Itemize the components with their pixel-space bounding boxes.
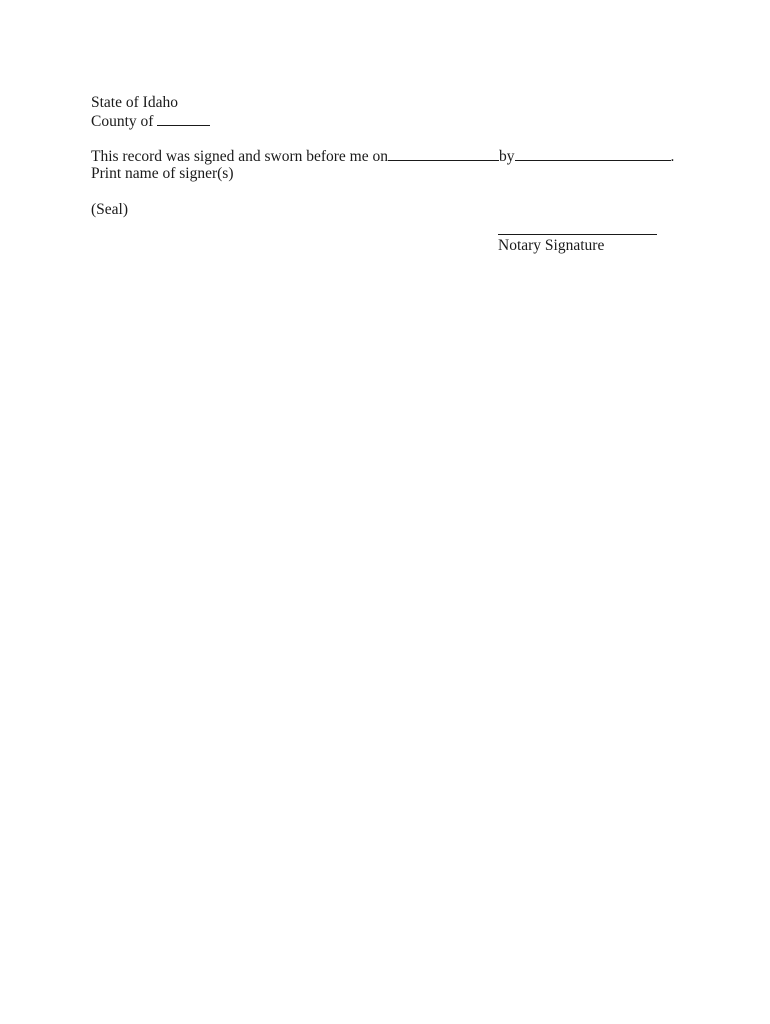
seal-label: (Seal) [91,201,129,218]
state-text: State of Idaho [91,94,178,111]
notary-signature-line[interactable] [498,234,657,235]
by-label: by [499,148,515,165]
notary-signature-caption [498,237,604,255]
record-line [91,147,674,166]
signed-date-field[interactable] [388,147,499,161]
notary-signature-label: Notary Signature [498,237,605,254]
county-label: County of [91,113,154,130]
state-line [91,94,178,112]
print-name-label: Print name of signer(s) [91,165,234,182]
signer-name-field[interactable] [515,147,671,161]
end-period: . [670,148,675,165]
county-line [91,112,210,131]
print-name-line [91,165,233,183]
record-text: This record was signed and sworn before me on [91,148,388,165]
seal-line [91,201,128,219]
county-field[interactable] [157,112,210,126]
